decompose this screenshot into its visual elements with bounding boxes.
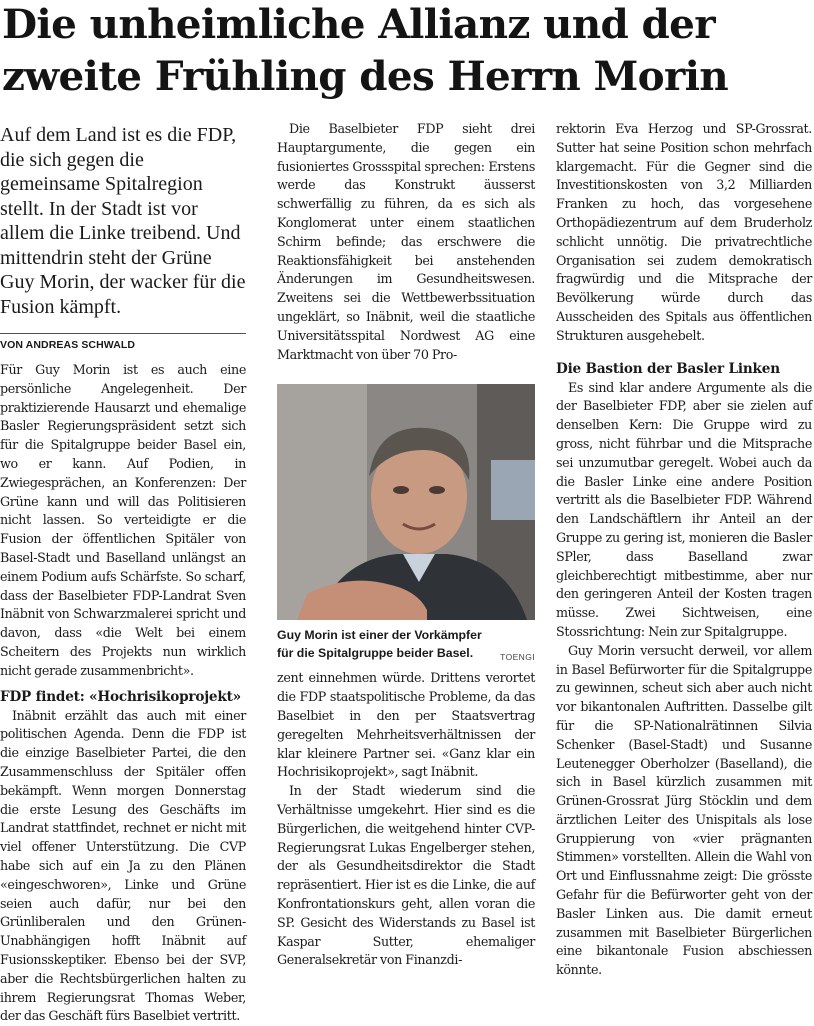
body-paragraph: Es sind klar andere Argumente als die der Baselbieter FDP, aber sie zielen auf denselben Kern: Die Gruppe wird zu gross, nicht führbar und die Mitsprache sei unzumutbar geregelt. Wobei auch da die Basler Linke eine andere Position vertritt als die Baselbieter FDP. Während den Landschäftlern ihr Anteil an der Gruppe zu gering ist, monieren die Basler SPler, dass Baselland zwar gleichberechtigt mitbestimme, aber nur den geringeren Anteil der Kosten tragen müsse. Zwei Sichtweisen, eine Stossrichtung: Nein zur Spitalgruppe. [556, 379, 812, 639]
column-1 [0, 120, 246, 1026]
column-3 [556, 120, 812, 980]
body-paragraph: Die Baselbieter FDP sieht drei Hauptargumente, die gegen ein fusioniertes Grossspital sprechen: Erstens werde das Konstrukt äusserst schwerfällig zu führen, da es sich als Konglomerat unter einem staatlichen Schirm befinde; das erschwere die Reaktionsfähigkeit bei anstehenden Änderungen im Gesundheitswesen. Zweitens sei die Wettbewerbssituation ungeklärt, so Inäbnit, weil die staatliche Universitätsspital Nordwest AG eine Marktmacht von über 70 Pro- [277, 121, 535, 362]
byline: VON ANDREAS SCHWALD [0, 339, 136, 351]
column-2 [277, 120, 535, 970]
body-paragraph: zent einnehmen würde. Drittens verortet die FDP staatspolitische Probleme, da das Baselbiet in den per Staatsvertrag geregelten Mehrheitsverhältnissen der klar kleinere Partner sei. «Ganz klar ein Hochrisikoprojekt», sagt Inäbnit. [277, 670, 535, 780]
portrait-illustration [277, 384, 535, 620]
headline: Die unheimliche Allianz und der zweite Frühling des Herrn Morin [2, 0, 729, 100]
photo-credit: TOENGI [500, 652, 535, 663]
body-paragraph: rektorin Eva Herzog und SP-Grossrat. Sutter hat seine Position schon mehrfach klargemacht. Für die Gegner sind die Investitionskosten von 3,2 Milliarden Franken zu hoch, das vorgesehene Orthopädiezentrum auf dem Bruderholz schlicht unnötig. Die privatrechtliche Organisation sei zudem demokratisch fragwürdig und die Mitsprache der Bevölkerung würde durch das Ausscheiden des Spitals aus öffentlichen Strukturen ausgehebelt. [556, 121, 812, 343]
body-paragraph: Für Guy Morin ist es auch eine persönliche Angelegenheit. Der praktizierende Hausarzt und ehemalige Basler Regierungspräsident setzt sich für die Spitalgruppe beider Basel ein, wo er kann. Auf Podien, in Zwiegesprächen, an Konferenzen: Der Grüne kann und will das Politisieren nicht lassen. So verteidigte er die Fusion der öffentlichen Spitäler von Basel-Stadt und Baselland unlängst an einem Podium aufs Schärfste. So scharf, dass der Baselbieter FDP-Landrat Sven Inäbnit von Schwarzmalerei spricht und davon, dass «die Welt bei einem Scheitern des Projekts nun wirklich nicht gerade zusammenbricht». [0, 362, 246, 678]
body-paragraph: In der Stadt wiederum sind die Verhältnisse umgekehrt. Hier sind es die Bürgerlichen, die weitgehend hinter CVP-Regierungsrat Lukas Engelberger stehen, der als Gesundheitsdirektor die Stadt repräsentiert. Hier ist es die Linke, die auf Konfrontationskurs geht, allen voran die SP. Gesicht des Widerstands zu Basel ist Kaspar Sutter, ehemaliger Generalsekretär von Finanzdi- [277, 783, 535, 968]
portrait-photo [277, 384, 535, 620]
body-paragraph: Guy Morin versucht derweil, vor allem in Basel Befürworter für die Spitalgruppe zu gewinnen, scheut sich aber auch nicht vor bikantonalen Auftritten. Dasselbe gilt für die SP-Nationalrätinnen Silvia Schenker (Basel-Stadt) und Susanne Leutenegger Oberholzer (Baselland), die sich in Basel kürzlich zusammen mit Grünen-Grossrat Jürg Stöcklin und dem ärztlichen Leiter des Unispitals als lose Gruppierung von «vier prägnanten Stimmen» vorstellten. Allein die Wahl von Ort und Einflussnahme zeigt: Die grösste Gefahr für die Befürworter geht von der Basler Linken aus. Die damit erneut zusammen mit Baselbieter Bürgerlichen eine bikantonale Fusion abschiessen könnte. [556, 642, 812, 978]
subheading-linke: Die Bastion der Basler Linken [556, 360, 780, 377]
body-paragraph: Inäbnit erzählt das auch mit einer politischen Agenda. Denn die FDP ist die einzige Baselbieter Partei, die den Zusammenschluss der Spitäler offen bekämpft. Wenn morgen Donnerstag die erste Lesung des Geschäfts im Landrat stattfindet, rechnet er nicht mit viel offener Unterstützung. Die CVP habe sich auf ein Ja zu den Plänen «eingeschworen», Linke und Grüne seien auch dafür, nur bei den Grünliberalen und den Grünen-Unabhängigen hofft Inäbnit auf Fusionsskeptiker. Ebenso bei der SVP, aber die Rechtsbürgerlichen halten zu ihrem Regierungsrat Thomas Weber, der das Geschäft fürs Baselbiet vertritt. [0, 707, 246, 1024]
photo-caption: Guy Morin ist einer der Vorkämpfer für die Spitalgruppe beider Basel. [277, 628, 482, 660]
photo-caption-row [277, 627, 535, 669]
lead-paragraph: Auf dem Land ist es die FDP, die sich gegen die gemeinsame Spitalregion stellt. In der Stadt ist vor allem die Linke treibend. Und mittendrin steht der Grüne Guy Morin, der wacker für die Fusion kämpft. [0, 124, 246, 318]
byline-divider [0, 333, 246, 334]
subheading-fdp: FDP findet: «Hochrisikoprojekt» [0, 688, 241, 705]
